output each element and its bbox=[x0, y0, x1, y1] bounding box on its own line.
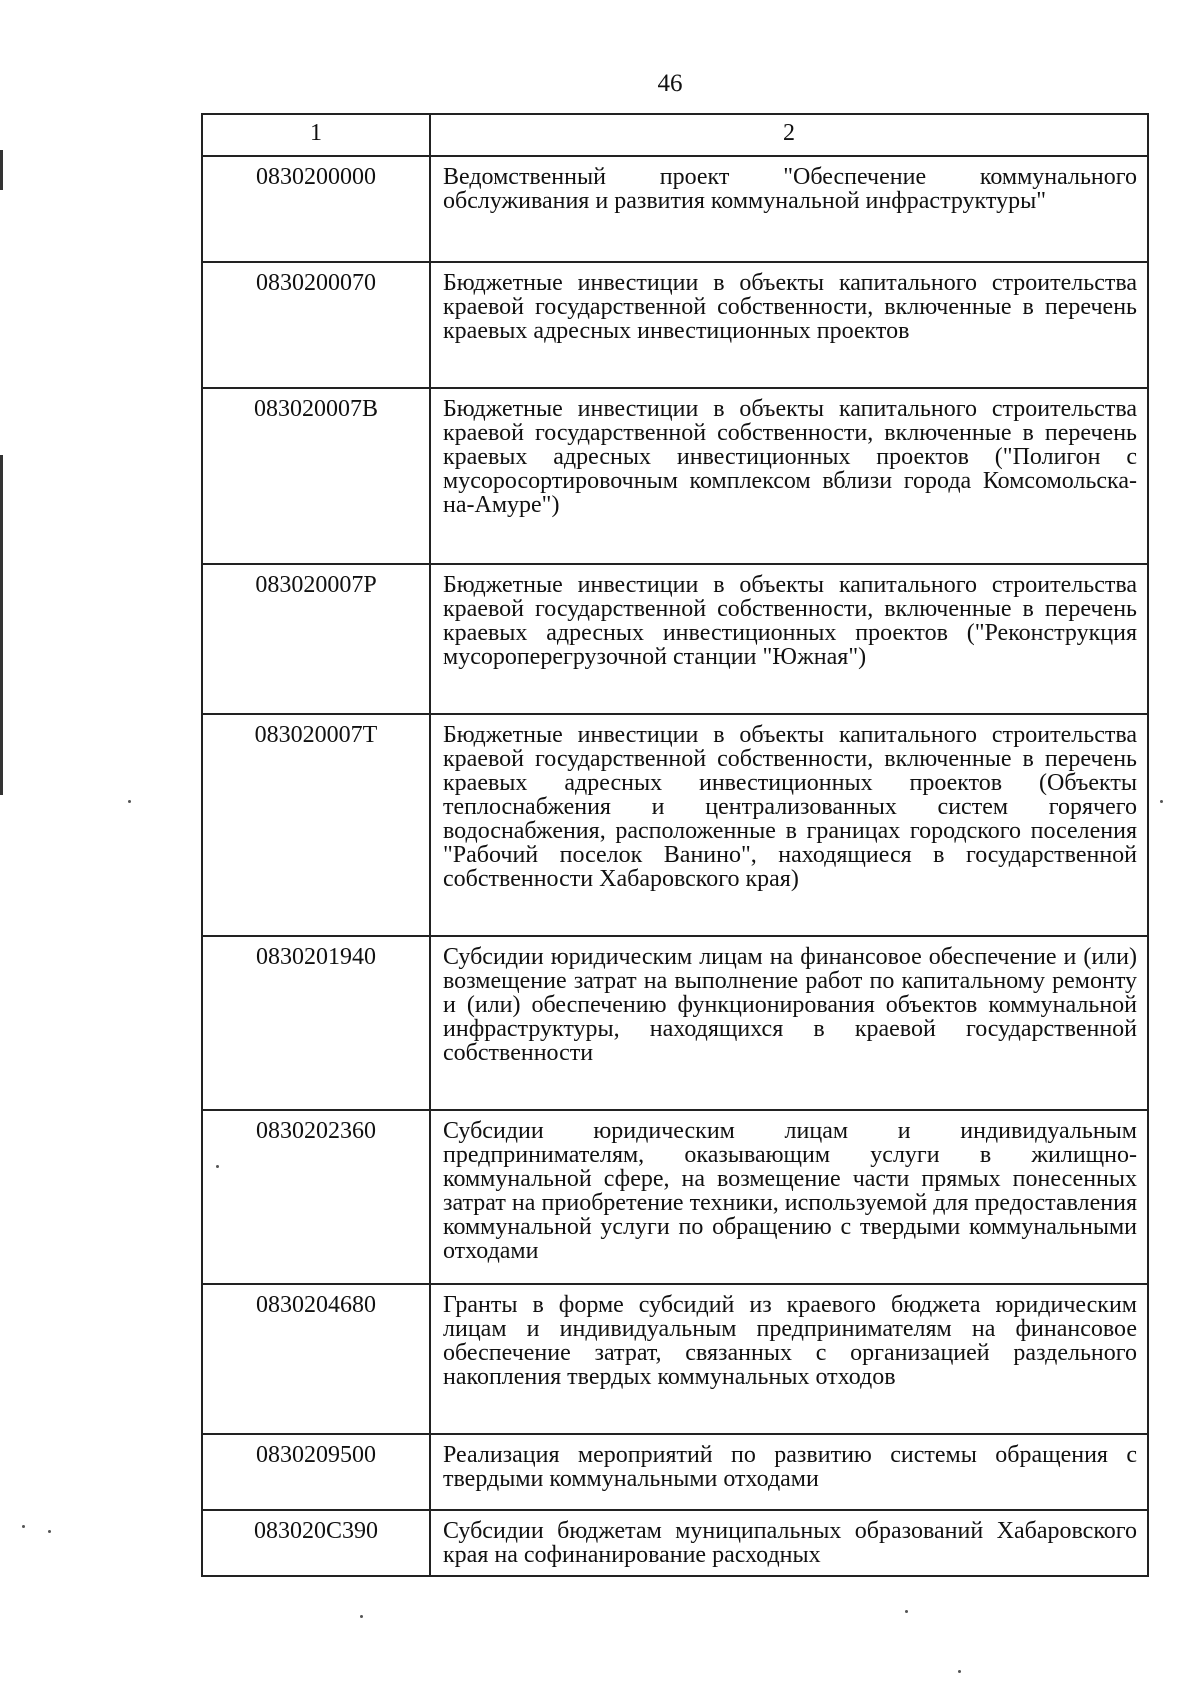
table-row bbox=[202, 388, 1148, 564]
table-row bbox=[202, 156, 1148, 262]
row-code: 083020С390 bbox=[202, 1510, 430, 1576]
row-description: Субсидии юридическим лицам на финансовое обеспечение и (или) возмещение затрат на выполнение работ по капитальному ремонту и (или) обеспечению функционирования объектов коммунальной инфраструктуры, находящихся в краевой государственной собственности bbox=[430, 936, 1148, 1110]
scan-speck bbox=[216, 1165, 219, 1168]
table-row bbox=[202, 1284, 1148, 1434]
table-row bbox=[202, 1434, 1148, 1510]
scan-edge-mark bbox=[0, 455, 3, 795]
row-code: 0830200070 bbox=[202, 262, 430, 388]
table-row bbox=[202, 564, 1148, 714]
row-code: 083020007В bbox=[202, 388, 430, 564]
scan-edge-mark bbox=[0, 150, 3, 190]
row-description: Ведомственный проект "Обеспечение коммунального обслуживания и развития коммунальной инфраструктуры" bbox=[430, 156, 1148, 262]
scan-speck bbox=[22, 1525, 25, 1528]
row-description: Бюджетные инвестиции в объекты капитального строительства краевой государственной собственности, включенные в перечень краевых адресных инвестиционных проектов (Объекты теплоснабжения и централизованных систем горячего водоснабжения, расположенные в границах городского поселения "Рабочий поселок Ванино", находящиеся в государственной собственности Хабаровского края) bbox=[430, 714, 1148, 936]
row-description: Бюджетные инвестиции в объекты капитального строительства краевой государственной собственности, включенные в перечень краевых адресных инвестиционных проектов ("Реконструкция мусороперегрузочной станции "Южная") bbox=[430, 564, 1148, 714]
row-code: 0830201940 bbox=[202, 936, 430, 1110]
row-description: Бюджетные инвестиции в объекты капитального строительства краевой государственной собственности, включенные в перечень краевых адресных инвестиционных проектов ("Полигон с мусоросортировочным комплексом вблизи города Комсомольска-на-Амуре") bbox=[430, 388, 1148, 564]
page-number: 46 bbox=[657, 70, 683, 97]
row-description: Гранты в форме субсидий из краевого бюджета юридическим лицам и индивидуальным предпринимателям на финансовое обеспечение затрат, связанных с организацией раздельного накопления твердых коммунальных отходов bbox=[430, 1284, 1148, 1434]
row-description: Субсидии бюджетам муниципальных образований Хабаровского края на софинанирование расходных bbox=[430, 1510, 1148, 1576]
row-code: 083020007Т bbox=[202, 714, 430, 936]
budget-codes-table bbox=[201, 113, 1149, 1577]
row-code: 0830204680 bbox=[202, 1284, 430, 1434]
row-description: Реализация мероприятий по развитию системы обращения с твердыми коммунальными отходами bbox=[430, 1434, 1148, 1510]
scan-speck bbox=[958, 1670, 961, 1673]
row-code: 083020007Р bbox=[202, 564, 430, 714]
row-description: Субсидии юридическим лицам и индивидуальным предпринимателям, оказывающим услуги в жилищно-коммунальной сфере, на возмещение части прямых понесенных затрат на приобретение техники, используемой для предоставления коммунальной услуги по обращению с твердыми коммунальными отходами bbox=[430, 1110, 1148, 1284]
table-row bbox=[202, 714, 1148, 936]
column-header-code: 1 bbox=[202, 114, 430, 156]
scan-speck bbox=[905, 1610, 908, 1613]
row-code: 0830209500 bbox=[202, 1434, 430, 1510]
table-row bbox=[202, 262, 1148, 388]
row-code: 0830200000 bbox=[202, 156, 430, 262]
table-row bbox=[202, 1110, 1148, 1284]
row-code: 0830202360 bbox=[202, 1110, 430, 1284]
scan-speck bbox=[1160, 800, 1163, 803]
row-description: Бюджетные инвестиции в объекты капитального строительства краевой государственной собственности, включенные в перечень краевых адресных инвестиционных проектов bbox=[430, 262, 1148, 388]
table-header-row bbox=[202, 114, 1148, 156]
table-row bbox=[202, 1510, 1148, 1576]
scan-speck bbox=[48, 1530, 51, 1533]
column-header-description: 2 bbox=[430, 114, 1148, 156]
scan-speck bbox=[360, 1615, 363, 1618]
scan-speck bbox=[128, 800, 131, 803]
table-row bbox=[202, 936, 1148, 1110]
